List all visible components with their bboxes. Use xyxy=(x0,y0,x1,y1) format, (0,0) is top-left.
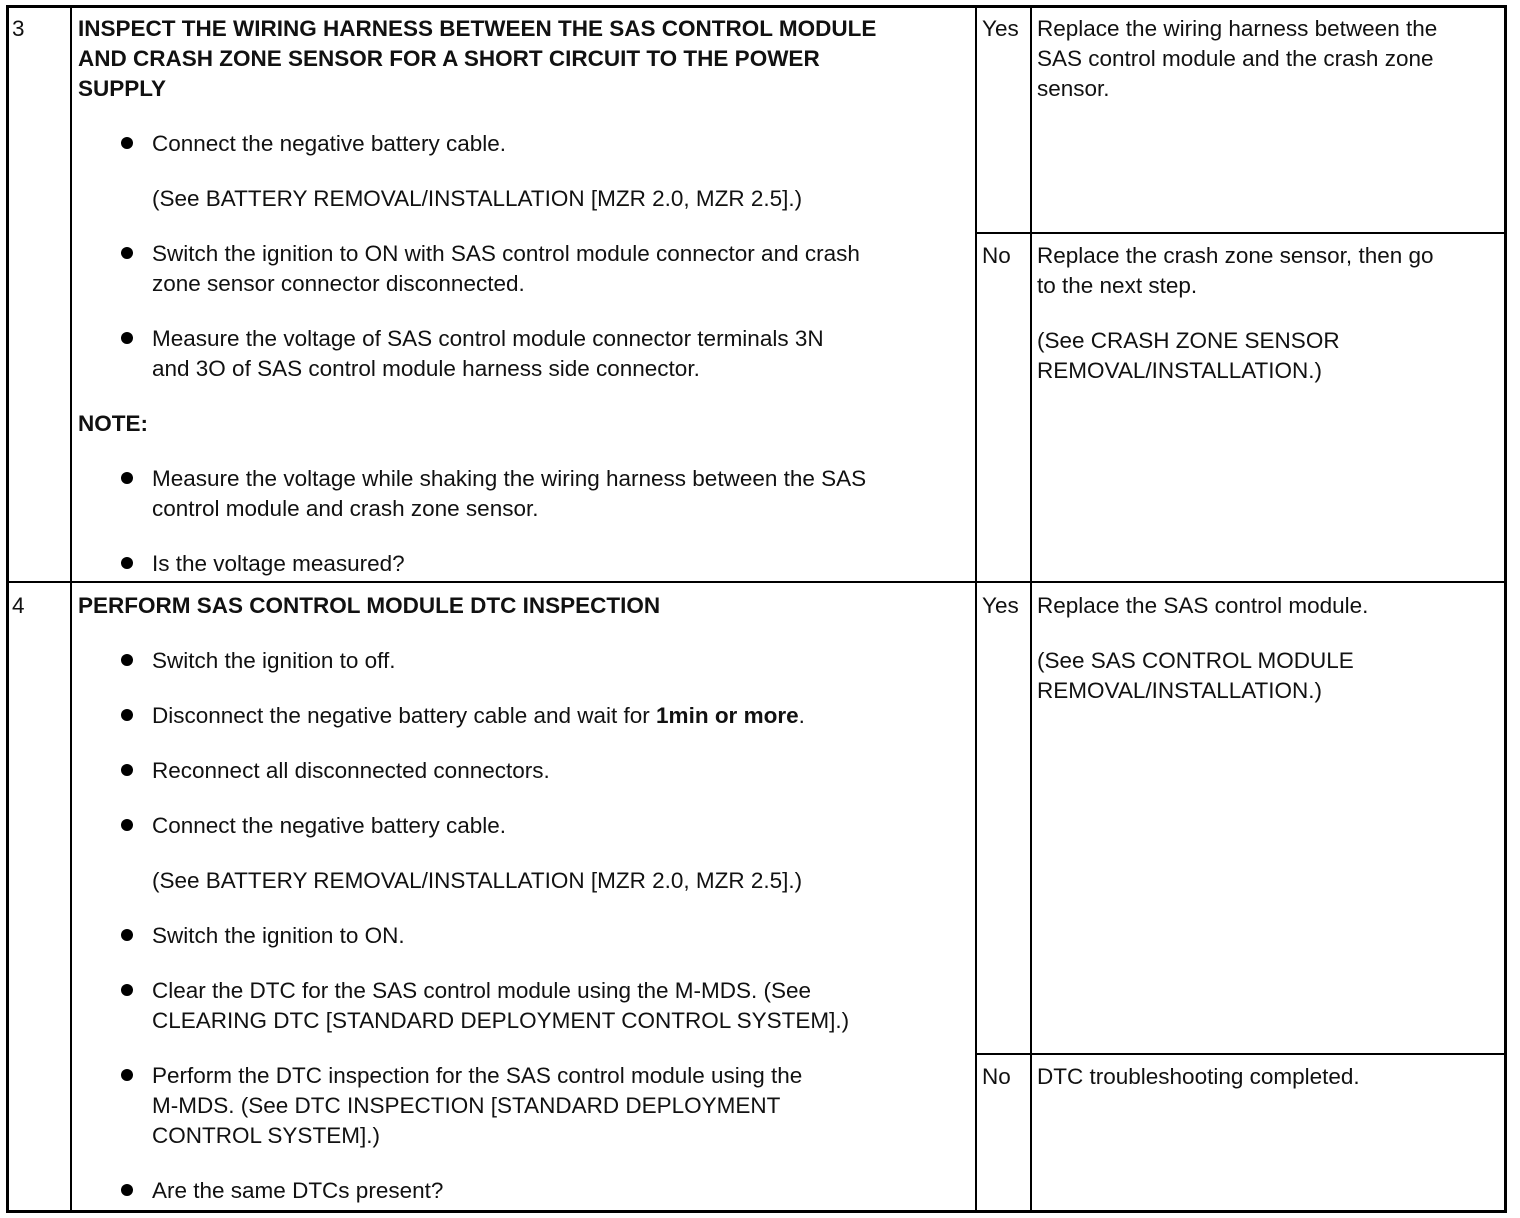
step-item: Perform the DTC inspection for the SAS control module using the xyxy=(152,1063,803,1088)
yes-action: Replace the wiring harness between the xyxy=(1037,16,1438,41)
step-title-line: AND CRASH ZONE SENSOR FOR A SHORT CIRCUIT TO THE POWER xyxy=(78,46,820,71)
step-reference: (See BATTERY REMOVAL/INSTALLATION [MZR 2.0, MZR 2.5].) xyxy=(152,186,803,211)
step-item: and 3O of SAS control module harness side connector. xyxy=(152,356,700,381)
bullet-icon xyxy=(121,929,133,941)
step-item: Clear the DTC for the SAS control module using the M-MDS. (See xyxy=(152,978,812,1003)
yes-reference: REMOVAL/INSTALLATION.) xyxy=(1037,678,1323,703)
column-divider xyxy=(70,5,72,1213)
no-label: No xyxy=(982,243,1011,268)
bullet-icon xyxy=(121,557,133,569)
step-number: 4 xyxy=(12,593,25,618)
step-item: Switch the ignition to off. xyxy=(152,648,396,673)
no-reference: (See CRASH ZONE SENSOR xyxy=(1037,328,1340,353)
no-reference: REMOVAL/INSTALLATION.) xyxy=(1037,358,1323,383)
step-number: 3 xyxy=(12,16,25,41)
step-title-line: SUPPLY xyxy=(78,76,166,101)
step-item: Is the voltage measured? xyxy=(152,551,405,576)
bullet-icon xyxy=(121,1184,133,1196)
step-item: CONTROL SYSTEM].) xyxy=(152,1123,380,1148)
step-item: Switch the ignition to ON with SAS control module connector and crash xyxy=(152,241,860,266)
bullet-icon xyxy=(121,764,133,776)
no-action: DTC troubleshooting completed. xyxy=(1037,1064,1360,1089)
no-label: No xyxy=(982,1064,1011,1089)
yes-action: SAS control module and the crash zone xyxy=(1037,46,1434,71)
step-item: Reconnect all disconnected connectors. xyxy=(152,758,550,783)
yes-label: Yes xyxy=(982,593,1019,618)
note-label: NOTE: xyxy=(78,411,148,436)
yes-action: Replace the SAS control module. xyxy=(1037,593,1369,618)
step-item: Connect the negative battery cable. xyxy=(152,131,506,156)
bullet-icon xyxy=(121,984,133,996)
step-item: Switch the ignition to ON. xyxy=(152,923,405,948)
bullet-icon xyxy=(121,819,133,831)
bullet-icon xyxy=(121,137,133,149)
step-item: CLEARING DTC [STANDARD DEPLOYMENT CONTROL SYSTEM].) xyxy=(152,1008,850,1033)
yes-label: Yes xyxy=(982,16,1019,41)
yes-no-divider xyxy=(975,1053,1507,1055)
no-action: Replace the crash zone sensor, then go xyxy=(1037,243,1434,268)
column-divider xyxy=(1030,5,1032,1213)
row-divider xyxy=(6,581,1507,583)
step-item: control module and crash zone sensor. xyxy=(152,496,539,521)
step-item-text: . xyxy=(798,703,805,728)
yes-action: sensor. xyxy=(1037,76,1110,101)
step-item xyxy=(152,701,805,731)
bullet-icon xyxy=(121,472,133,484)
step-item: zone sensor connector disconnected. xyxy=(152,271,525,296)
bullet-icon xyxy=(121,654,133,666)
no-action: to the next step. xyxy=(1037,273,1198,298)
step-item: Connect the negative battery cable. xyxy=(152,813,506,838)
yes-reference: (See SAS CONTROL MODULE xyxy=(1037,648,1354,673)
step-item-text: Disconnect the negative battery cable and wait for xyxy=(152,703,657,728)
bullet-icon xyxy=(121,1069,133,1081)
bullet-icon xyxy=(121,709,133,721)
step-title-line: INSPECT THE WIRING HARNESS BETWEEN THE SAS CONTROL MODULE xyxy=(78,16,877,41)
step-item-emphasis: 1min or more xyxy=(656,703,799,728)
bullet-icon xyxy=(121,332,133,344)
column-divider xyxy=(975,5,977,1213)
yes-no-divider xyxy=(975,232,1507,234)
step-item: M-MDS. (See DTC INSPECTION [STANDARD DEPLOYMENT xyxy=(152,1093,781,1118)
step-item: Measure the voltage of SAS control module connector terminals 3N xyxy=(152,326,824,351)
step-reference: (See BATTERY REMOVAL/INSTALLATION [MZR 2.0, MZR 2.5].) xyxy=(152,868,803,893)
step-item: Are the same DTCs present? xyxy=(152,1178,444,1203)
step-title-line: PERFORM SAS CONTROL MODULE DTC INSPECTION xyxy=(78,593,661,618)
bullet-icon xyxy=(121,247,133,259)
step-item: Measure the voltage while shaking the wiring harness between the SAS xyxy=(152,466,867,491)
